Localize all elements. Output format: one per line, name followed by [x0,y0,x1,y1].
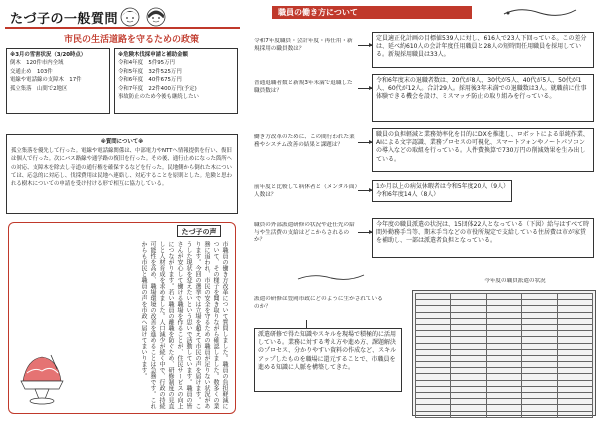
subsidy-line: 令和5年度 32件525万円 [118,68,182,75]
arrow-icon [358,88,372,89]
qa-question: 働き方改革のために、この間行われた業務やシステム改善の結果と課題は？ [254,134,355,148]
qa-question: 普通退職者数と新規3年未満で退職した職員数は？ [254,80,353,94]
dispatch-table-image [412,290,596,416]
arrow-icon [358,232,372,233]
qa-question: 前年度と比較して病休者と（メンタル面）人数は？ [254,184,358,198]
qa-question: 派遣の研修は豊岡市政にどのように生かされているのか？ [254,296,383,310]
section-subtitle: 市民の生活道路を守るための政策 [64,35,200,45]
header-rule [5,27,240,29]
page-title: たづ子の一般質問 [10,12,119,27]
qa-question: 令和7年度職員・会計年度・再任用・新規採用の職員数は？ [254,38,353,52]
snow-damage-heading: ※3月の雪害状況（3/20時点） [10,52,87,58]
question-heading: ※質問について※ [100,139,144,145]
snow-damage-box [6,48,110,114]
qa-answer-box: 定員適正化計画の目標値539人に対し、616人で23人下回っている。この差分は、延べ約610人の会計年度任用職員と28人の短時間任用職員を採用している。新規採用職員は33人。 [372,32,594,68]
subsidy-line: 事故防止のため今後も継続したい [118,94,199,101]
decorative-swash [296,268,366,280]
arrow-icon [358,190,372,191]
question-body: 孤立集落を優先して行った。電線や電話線関係は、中部電力やNTTへ情報提供を行い、復旧は個人で行った。次にバス路線や通学路の復旧を行った。その後、通行止めになった箇所への対応、支障木を除去し寺道の通行権を確保するなどを行った。民地側から倒れた木については、応急的に対応し、伐採費用は民地へ連絡し、対応することを原則とした。危険と思われる樹木についての申請を受け付ける形で相互に協力している。 [11,148,233,188]
subsidy-heading: ※危険木伐採申請と補助金額 [118,52,188,58]
voice-section [8,222,236,414]
qa-answer-box: 1か月以上の病気休暇者は令和5年度20人（9人）令和6年度14人（8人） [372,180,512,202]
snow-damage-line: 電線や電話線の支障木 17件 [10,77,82,84]
subsidy-line: 令和4年度 5件95万円 [118,60,175,67]
snow-damage-line: 倒木 120件市内全域 [10,60,64,67]
subsidy-box [114,48,238,114]
subsidy-line: 令和6年度 40件675万円 [118,77,182,84]
arrow-icon [358,142,372,143]
voice-body: 市職員の働き方改革について質問しました。職員の負担軽減について、その様子を聞き取りながら確認しました。数多くの業務に追われ、市民の安全を守るための職員が足りない状況があります。今回の選挙では立場を超えて市民の声を届けます。こうした現状を変えたいという思いで活動しています。職員の皆さんが安心して働ける職場を作ることが、住民サービスの向上につながります。若い職員の離職を防ぐため、研修制度の見直しと人材育成を求めました。人口減少が続く中で、行政の持続可能性を高め、職場環境の改善を進めることは急務です。これからも市民と職員の声を市政へ届けてまいります。 [140,241,228,409]
work-reform-heading: 職員の働き方について [272,6,472,19]
arrow-icon [358,45,372,46]
shaved-ice-illustration [13,351,71,407]
qa-answer-box: 今年度の職員派遣の状況は、15団体22人となっている（下図）給与はすべて時間外勤務手当等、期末手当などの市役所規定で支給している住居費は市が家賃を補助し、一部は派遣者負担となっている。 [372,218,594,258]
figure-caption: 今年度の職員派遣の状況 [484,278,546,284]
qa-answer-box: 職員の負担軽減と業務効率化を目的にDXを推進し、ロボットによる単純作業、AIによる文字認識、業務プロセスの可視化、スマートフォンやノートパソコンの導入などの取組を行っている。人件費換算で730万円の削減効果を生み出している。 [372,128,594,172]
question-box [6,134,238,214]
snow-damage-line: 交通止め 103件 [10,68,53,75]
qa-answer-box: 令和6年度末の退職者数は、20代が8人、30代が5人、40代が5人、50代が1人、60代が12人。合計29人。採用後3年未満での退職数は3人。就職前に仕事体験できる機会を設け、ミスマッチ防止の取り組みを行っている。 [372,74,594,122]
qa-question: 職員の外部派遣研修の状況や赴任先の給与や生活費の支給はどこからされるのか？ [254,222,355,244]
decorative-swash [500,4,580,20]
qa-answer-box: 派遣研修で得た知識やスキルを現場で積極的に活用している。業務に対する考え方や進め方、課題解決のプロセス、分かりやすい資料の作成など、スキルアップしたものを職場に還元することで、市職員を進める知識に人脈を構築してきた。 [254,328,402,392]
subsidy-line: 令和7年度 22件400万円(予定) [118,85,197,92]
arrow-icon [306,320,307,328]
author-portrait-illustration [118,6,180,28]
snow-damage-line: 孤立集落 山間で2地区 [10,85,68,92]
voice-badge: たづ子の声 [177,225,221,237]
